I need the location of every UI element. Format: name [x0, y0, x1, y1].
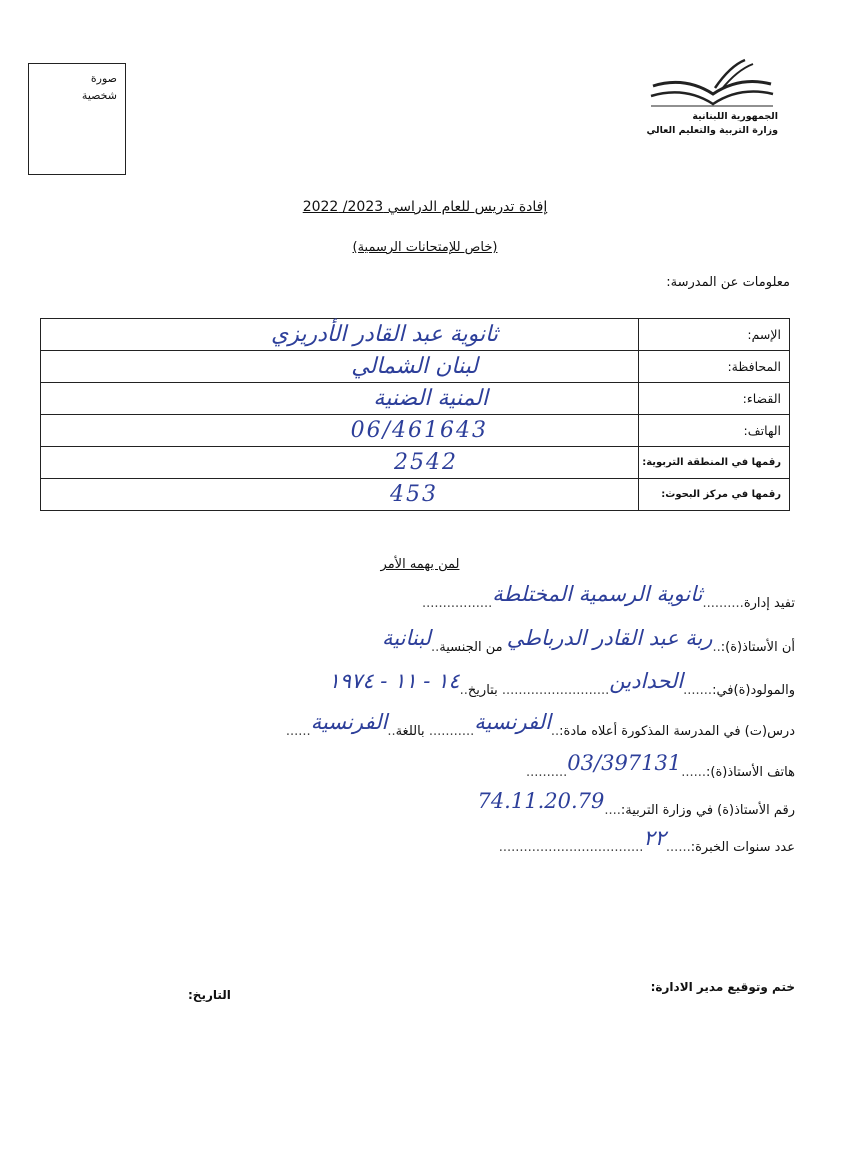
ministry-number-row: رقم الأستاذ(ة) في وزارة التربية:....74.11.20.79	[477, 789, 795, 818]
table-row	[41, 479, 790, 511]
administration-value: ثانوية الرسمية المختلطة	[492, 582, 703, 606]
table-row	[41, 415, 790, 447]
research-center-number-label: رقمها في مركز البحوث:	[639, 479, 790, 511]
date-label: التاريخ:	[188, 988, 231, 1002]
teacher-phone-value: 03/397131	[567, 751, 682, 775]
educational-region-number-label: رقمها في المنطقة التربوية:	[639, 447, 790, 479]
to-whom-it-may-concern: لمن يهمه الأمر	[380, 557, 460, 572]
ministry-number-value: 74.11.20.79	[477, 789, 605, 813]
educational-region-number-value: 2542	[394, 450, 458, 475]
experience-value: ٢٢	[643, 826, 666, 850]
district-label: القضاء:	[639, 383, 790, 415]
ministry-header: الجمهورية اللبنانية وزارة التربية والتعليم العالي	[646, 111, 778, 136]
document-title: إفادة تدريس للعام الدراسي 2023/ 2022	[302, 199, 548, 215]
governorate-value: لبنان الشمالي	[351, 354, 478, 379]
document-subtitle: (خاص للإمتحانات الرسمية)	[352, 240, 498, 255]
language-value: الفرنسية	[310, 710, 388, 734]
signature-label: ختم وتوقيع مدير الادارة:	[650, 980, 795, 994]
table-row	[41, 447, 790, 479]
subject-row: درس(ت) في المدرسة المذكورة أعلاه مادة:..الفرنسية........... باللغة..الفرنسية......	[285, 710, 795, 739]
teacher-phone-row: هاتف الأستاذ(ة):......03/397131..........	[525, 751, 795, 780]
phone-label: الهاتف:	[639, 415, 790, 447]
photo-label: صورة شخصية	[81, 72, 117, 102]
table-row	[41, 319, 790, 351]
teacher-row: أن الأستاذ(ة):..ربة عبد القادر الدرباطي من الجنسية..لبنانية	[382, 626, 795, 655]
school-name-value: ثانوية عبد القادر الأدريزي	[270, 322, 498, 347]
birthplace-value: الحدادين	[609, 669, 684, 693]
subject-value: الفرنسية	[474, 710, 551, 734]
birth-date-value: ١٤ - ١١ - ١٩٧٤	[328, 669, 460, 693]
table-row	[41, 351, 790, 383]
teacher-name-value: ربة عبد القادر الدرباطي	[506, 626, 713, 650]
research-center-number-value: 453	[390, 482, 438, 507]
experience-row: عدد سنوات الخبرة:......٢٢...................................	[498, 826, 795, 855]
school-info-heading: معلومات عن المدرسة:	[666, 275, 790, 290]
personal-photo-box	[28, 63, 126, 175]
table-row	[41, 383, 790, 415]
school-phone-value: 06/461643	[350, 418, 488, 443]
birth-row: والمولود(ة)في:.......الحدادين.......................... بتاريخ..١٤ - ١١ - ١٩٧٤	[328, 669, 795, 698]
school-info-table	[40, 318, 790, 511]
name-label: الإسم:	[639, 319, 790, 351]
ministry-book-logo-icon	[645, 58, 775, 113]
governorate-label: المحافظة:	[639, 351, 790, 383]
district-value: المنية الضنية	[373, 386, 488, 411]
administration-row: تفيد إدارة..........ثانوية الرسمية المختلطة.................	[421, 582, 795, 611]
nationality-value: لبنانية	[382, 626, 431, 650]
